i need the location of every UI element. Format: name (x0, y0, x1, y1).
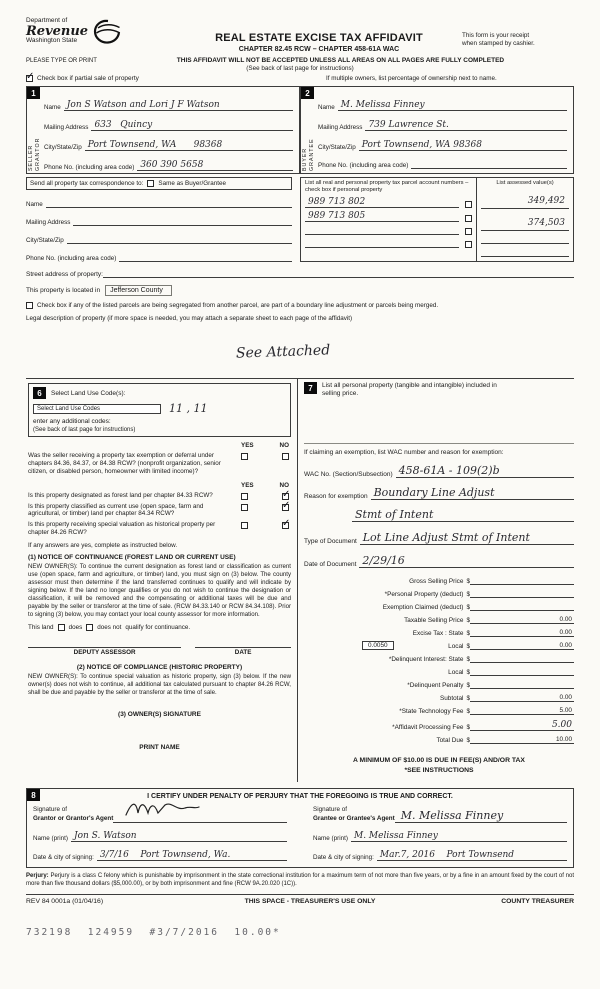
assessed-value-field[interactable] (481, 247, 569, 257)
gross-selling-price-field[interactable] (470, 577, 574, 585)
not-accepted-notice: THIS AFFIDAVIT WILL NOT BE ACCEPTED UNLESS ALL AREAS ON ALL PAGES ARE FULLY COMPLETED (176, 57, 505, 64)
buyer-phone-field[interactable] (411, 160, 567, 169)
dor-logo-block (26, 18, 176, 51)
same-as-buyer-checkbox[interactable] (147, 180, 154, 187)
historic-no-checkbox[interactable] (282, 522, 289, 529)
land-use-codes-dropdown[interactable]: Select Land Use Codes (33, 404, 161, 414)
corr-csz-label: City/State/Zip (26, 237, 64, 244)
question-forest-land: Is this property designated as forest land per chapter 84.33 RCW? ✓ (28, 492, 291, 500)
grantor-name-print-field[interactable]: Jon S. Watson (71, 831, 287, 842)
corr-phone-field[interactable] (119, 253, 292, 262)
deferral-no-checkbox[interactable] (282, 453, 289, 460)
form-chapter-line: CHAPTER 82.45 RCW – CHAPTER 458-61A WAC (238, 46, 400, 53)
legal-description-label: Legal description of property (if more space is needed, you may attach a separate sheet to each page of the affidavit) (26, 315, 353, 322)
segregated-parcel-label: Check box if any of the listed parcels are being segregated from another parcel, are part of a boundary line adjustment or parcels being merged. (37, 302, 439, 309)
corr-phone-label: Phone No. (including area code) (26, 255, 117, 262)
question-deferral: Was the seller receiving a property tax exemption or deferral under chapters 84.36, 84.37, or 84.38 RCW? (nonprofit organization, senior citizen, or disabled person, homeowner with limited income)? (28, 452, 291, 476)
grantee-signature-field[interactable] (395, 807, 567, 823)
buyer-grantee-side-label: BUYER GRANTEE (302, 138, 315, 171)
grantee-signature-handwriting: M. Melissa Finney (400, 809, 504, 822)
seller-grantor-side-label: SELLER GRANTOR (28, 137, 41, 171)
print-name-heading: PRINT NAME (139, 744, 180, 752)
perjury-label: Perjury: (26, 873, 49, 879)
certification-section (26, 788, 574, 868)
form-revision-number: REV 84 0001a (01/04/16) (26, 897, 104, 905)
buyer-csz-label: City/State/Zip (318, 144, 356, 151)
fee-row-subtotal: Subtotal $ 0.00 (439, 693, 572, 702)
excise-tax-local-field[interactable]: 0.00 (470, 642, 574, 650)
dollar-sign: $ (466, 681, 470, 689)
street-address-field[interactable] (103, 269, 574, 278)
see-back-instructions: (See back of last page for instructions) (246, 65, 354, 72)
dollar-sign: $ (466, 668, 470, 676)
personal-property-checkbox[interactable] (465, 201, 472, 208)
current-use-no-checkbox[interactable] (282, 504, 289, 511)
dollar-sign: $ (466, 736, 470, 744)
fee-row-delinquent-interest-local: Local $ (304, 668, 574, 676)
buyer-mailing-label: Mailing Address (318, 124, 363, 131)
grantee-name-print-label: Name (print) (313, 835, 348, 842)
does-not-qualify-checkbox[interactable] (86, 624, 93, 631)
excise-tax-state-field[interactable]: 0.00 (470, 629, 574, 637)
personal-property-deduct-field[interactable] (470, 590, 574, 598)
delinquent-interest-state-field[interactable] (470, 655, 574, 663)
historic-yes-checkbox[interactable] (241, 522, 248, 529)
parcel-row (305, 211, 472, 222)
dollar-sign: $ (466, 642, 470, 650)
parcel-number-field[interactable] (305, 225, 459, 235)
tax-computation-column (298, 379, 574, 782)
delinquent-interest-local-field[interactable] (470, 668, 574, 676)
parcel-number-field[interactable] (305, 238, 459, 248)
grantor-signature-of-label: Signature of (33, 806, 67, 813)
washington-state-text: Washington State (26, 37, 78, 45)
parcel-numbers-box (300, 177, 574, 262)
grantor-date-city-field[interactable]: 3/7/16 Port Townsend, Wa. (97, 850, 287, 861)
fee-row-technology-fee: *State Technology Fee $ 5.00 (399, 706, 572, 715)
fee-row-taxable: Taxable Selling Price $ 0.00 (404, 615, 572, 624)
type-of-document-label: Type of Document (304, 537, 357, 545)
yes-header: YES (241, 442, 254, 449)
fee-row-delinquent-penalty: *Delinquent Penalty $ (304, 681, 574, 689)
seller-phone-label: Phone No. (including area code) (44, 164, 135, 171)
section-2-number: 2 (301, 87, 314, 99)
land-use-box (28, 383, 291, 437)
fees-table (304, 577, 574, 744)
dept-of-text: Department of (26, 17, 68, 24)
notice-continuance-body: NEW OWNER(S): To continue the current designation as forest land or classification as current use (open space, farm and agriculture, or timber) land, you must sign on (3) below. The county assessor must then determine if the land transferred continues to qualify and will indicate by signing below. If the land no longer qualifies or you do not wish to continue the designation or classification, it will be removed and the compensating or additional taxes will be due and payable by the seller or transferor at the time of sale. (RCW 84.33.140 or RCW 84.34.108). Prior to signing (3) below, you may contact your local county assessor for more information. (28, 563, 291, 618)
delinquent-penalty-field[interactable] (470, 681, 574, 689)
subtotal-field[interactable]: 0.00 (470, 694, 574, 702)
form-title: REAL ESTATE EXCISE TAX AFFIDAVIT (215, 32, 423, 44)
parcel-header: List all real and personal property tax parcel account numbers – check box if personal property (305, 180, 469, 194)
receipt-note-line1: This form is your receipt (462, 32, 530, 39)
deputy-date-line[interactable]: DATE (195, 647, 291, 656)
wac-number-field[interactable]: 458-61A - 109(2)b (396, 464, 574, 478)
please-type-or-print: PLEASE TYPE OR PRINT (26, 58, 97, 64)
seller-mailing-label: Mailing Address (44, 124, 89, 131)
parcel-number-field[interactable]: 989 713 805 (305, 211, 459, 222)
fee-row-total-due: Total Due $ 10.00 (436, 735, 572, 744)
parcel-number-field[interactable]: 989 713 802 (305, 197, 459, 208)
seller-grantor-box (26, 86, 300, 174)
no-header: NO (279, 481, 289, 489)
forest-no-checkbox[interactable] (282, 493, 289, 500)
revenue-wordmark: Revenue (26, 23, 89, 39)
minimum-fee-notice: A MINIMUM OF $10.00 IS DUE IN FEE(S) AND/OR TAX (353, 756, 525, 764)
personal-property-checkbox[interactable] (465, 241, 472, 248)
grantor-date-city-label: Date & city of signing: (33, 854, 94, 861)
deferral-yes-checkbox[interactable] (241, 453, 248, 460)
section-6-number: 6 (33, 387, 46, 399)
grantee-signature-of-label: Signature of (313, 806, 347, 813)
corr-mailing-field[interactable] (73, 217, 292, 226)
wac-number-label: WAC No. (Section/Subsection) (304, 470, 393, 478)
partial-sale-label: Check box if partial sale of property (37, 75, 139, 82)
buyer-name-field[interactable]: M. Melissa Finney (338, 100, 567, 111)
buyer-mailing-field[interactable]: 739 Lawrence St. (365, 120, 567, 131)
perjury-notice (26, 873, 574, 889)
seller-phone-field[interactable]: 360 390 5658 (137, 160, 293, 171)
fee-row-excise-local: 0.0050 Local $ 0.00 (304, 642, 574, 650)
dollar-sign: $ (466, 616, 470, 624)
buyer-name-label: Name (318, 104, 335, 111)
multiple-owners-note: If multiple owners, list percentage of ownership next to name. (326, 75, 497, 82)
fee-row-excise-state: Excise Tax : State $ 0.00 (412, 628, 572, 637)
grantee-agent-label: Grantee or Grantee's Agent (313, 814, 395, 822)
fee-row-personal-property: *Personal Property (deduct) $ (304, 590, 574, 598)
grantee-date-city-field[interactable]: Mar.7, 2016 Port Townsend (377, 850, 567, 861)
notice-continuance-title: (1) NOTICE OF CONTINUANCE (FOREST LAND OR CURRENT USE) (28, 554, 236, 562)
local-rate-box: 0.0050 (362, 641, 394, 650)
parcel-row (305, 225, 472, 235)
partial-sale-checkbox[interactable] (26, 75, 33, 82)
dollar-sign: $ (466, 723, 470, 731)
legal-description-handwriting: See Attached (235, 342, 331, 362)
dollar-sign: $ (466, 629, 470, 637)
land-use-code-handwriting: 11 , 11 (169, 402, 208, 415)
grantor-signature-field[interactable] (113, 807, 287, 823)
segregated-parcel-checkbox[interactable] (26, 302, 33, 309)
land-use-see-back: (See back of last page for instructions) (33, 427, 136, 433)
owners-signature-heading: (3) OWNER(S) SIGNATURE (118, 711, 201, 719)
exemption-claim-label: If claiming an exemption, list WAC number and reason for exemption: (304, 448, 504, 456)
dollar-sign: $ (466, 603, 470, 611)
property-located-label: This property is located in (26, 287, 101, 294)
notice-compliance-body: NEW OWNER(S): To continue special valuation as historic property, sign (3) below. If the new owner(s) does not wish to continue, all additional tax calculated pursuant to chapter 84.26 RCW, shall be due and payable by the seller or transferor at the time of sale. (28, 673, 291, 697)
date-of-document-field[interactable]: 2/29/16 (359, 554, 574, 568)
fee-row-gross: Gross Selling Price $ (304, 577, 574, 585)
dollar-sign: $ (466, 655, 470, 663)
no-header: NO (279, 442, 289, 449)
tax-correspondence-box (26, 177, 300, 262)
reason-exemption-field-2[interactable]: Stmt of Intent (352, 508, 574, 522)
forest-yes-checkbox[interactable] (241, 493, 248, 500)
grantor-agent-label: Grantor or Grantor's Agent (33, 814, 114, 822)
corr-name-label: Name (26, 201, 43, 208)
seller-mailing-field[interactable]: 633 Quincy (91, 120, 293, 131)
seller-name-field[interactable]: Jon S Watson and Lori J F Watson (64, 100, 293, 111)
dollar-sign: $ (466, 707, 470, 715)
section-1-number: 1 (27, 87, 40, 99)
same-as-buyer-label: Same as Buyer/Grantee (158, 180, 226, 187)
corr-csz-field[interactable] (67, 235, 292, 244)
grantee-name-print-field[interactable]: M. Melissa Finney (351, 831, 567, 842)
taxable-selling-price-field[interactable]: 0.00 (470, 616, 574, 624)
form-header (26, 18, 574, 53)
total-due-field[interactable]: 10.00 (470, 736, 574, 744)
land-use-column (26, 379, 298, 782)
yes-header: YES (241, 481, 254, 489)
dollar-sign: $ (466, 590, 470, 598)
grantor-signature-scribble (123, 799, 201, 824)
state-technology-fee-field[interactable]: 5.00 (470, 707, 574, 715)
date-of-document-label: Date of Document (304, 560, 357, 568)
question-historic: Is this property receiving special valuation as historical property per chapter 84.26 RCW? ✓ (28, 521, 291, 537)
grantor-name-print-label: Name (print) (33, 835, 68, 842)
parcel-row (305, 238, 472, 248)
send-correspondence-label: Send all property tax correspondence to: (30, 180, 144, 187)
question-current-use: Is this property classified as current use (open space, farm and agricultural, or timber) land per chapter 84.34 RCW? ✓ (28, 503, 291, 519)
county-treasurer-label: COUNTY TREASURER (501, 897, 574, 905)
assessed-values-header: List assessed value(s) (496, 180, 554, 186)
fee-row-delinquent-interest-state: *Delinquent Interest: State $ (304, 655, 574, 663)
does-qualify-checkbox[interactable] (58, 624, 65, 631)
this-land-label: This land (28, 624, 54, 632)
does-not-label: does not (97, 624, 122, 632)
seller-csz-field[interactable]: Port Townsend, WA 98368 (85, 140, 293, 151)
assessed-value-field[interactable]: 374,503 (481, 212, 569, 231)
fee-row-processing-fee: *Affidavit Processing Fee $ 5.00 (392, 719, 572, 731)
buyer-phone-label: Phone No. (including area code) (318, 162, 409, 169)
fee-row-exemption-claimed: Exemption Claimed (deduct) $ (304, 603, 574, 611)
seller-name-label: Name (44, 104, 61, 111)
dor-swoosh-logo-icon (92, 18, 122, 51)
county-select[interactable]: Jefferson County (105, 285, 172, 296)
dollar-sign: $ (466, 577, 470, 585)
qualify-label: qualify for continuance. (125, 624, 191, 632)
street-address-label: Street address of property: (26, 271, 103, 278)
buyer-csz-field[interactable]: Port Townsend, WA 98368 (359, 140, 567, 151)
exemption-claimed-field[interactable] (470, 603, 574, 611)
treasurer-space-label: THIS SPACE - TREASURER'S USE ONLY (244, 897, 376, 905)
cashier-receipt-stamp: 732198 124959 #3/7/2016 10.00* (26, 926, 281, 938)
dollar-sign: $ (466, 694, 470, 702)
reason-exemption-field[interactable]: Boundary Line Adjust (371, 486, 574, 500)
affidavit-processing-fee-field[interactable]: 5.00 (470, 720, 574, 731)
if-yes-instruction: If any answers are yes, complete as instructed below. (28, 542, 178, 550)
receipt-note-line2: when stamped by cashier. (462, 40, 535, 48)
personal-property-checkbox[interactable] (465, 215, 472, 222)
grantor-signature-block (33, 806, 287, 861)
see-instructions-note: *SEE INSTRUCTIONS (404, 767, 474, 775)
section-8-number: 8 (27, 789, 40, 801)
perjury-certification-statement: I CERTIFY UNDER PENALTY OF PERJURY THAT THE FOREGOING IS TRUE AND CORRECT. (147, 793, 453, 800)
perjury-body: Perjury is a class C felony which is punishable by imprisonment in the state correctional institution for a maximum term of not more than five years, or by a fine in an amount fixed by the court of not more than five thousand dollars ($5,000.00), or by both imprisonment and fine (RCW 9A.20.020 (1C)). (26, 873, 574, 887)
section-7-number: 7 (304, 382, 317, 394)
personal-property-checkbox[interactable] (465, 228, 472, 235)
corr-mailing-label: Mailing Address (26, 219, 71, 226)
additional-codes-label: enter any additional codes: (33, 418, 111, 425)
legal-description-area[interactable] (26, 322, 574, 378)
buyer-grantee-box (300, 86, 574, 174)
grantee-date-city-label: Date & city of signing: (313, 854, 374, 861)
current-use-yes-checkbox[interactable] (241, 504, 248, 511)
deputy-assessor-signature-line[interactable]: DEPUTY ASSESSOR (28, 647, 181, 656)
assessed-value-field[interactable] (481, 234, 569, 244)
select-land-use-label: Select Land Use Code(s): (51, 389, 126, 397)
grantee-signature-block (313, 806, 567, 861)
does-label: does (68, 624, 83, 632)
personal-property-instruction: List all personal property (tangible and intangible) included in selling price. (322, 382, 497, 398)
seller-csz-label: City/State/Zip (44, 144, 82, 151)
assessed-value-field[interactable]: 349,492 (481, 190, 569, 209)
reason-exemption-label: Reason for exemption (304, 492, 368, 500)
notice-compliance-title: (2) NOTICE OF COMPLIANCE (HISTORIC PROPERTY) (76, 664, 243, 672)
parcel-row (305, 197, 472, 208)
type-of-document-field[interactable]: Lot Line Adjust Stmt of Intent (360, 531, 574, 545)
corr-name-field[interactable] (46, 199, 292, 208)
